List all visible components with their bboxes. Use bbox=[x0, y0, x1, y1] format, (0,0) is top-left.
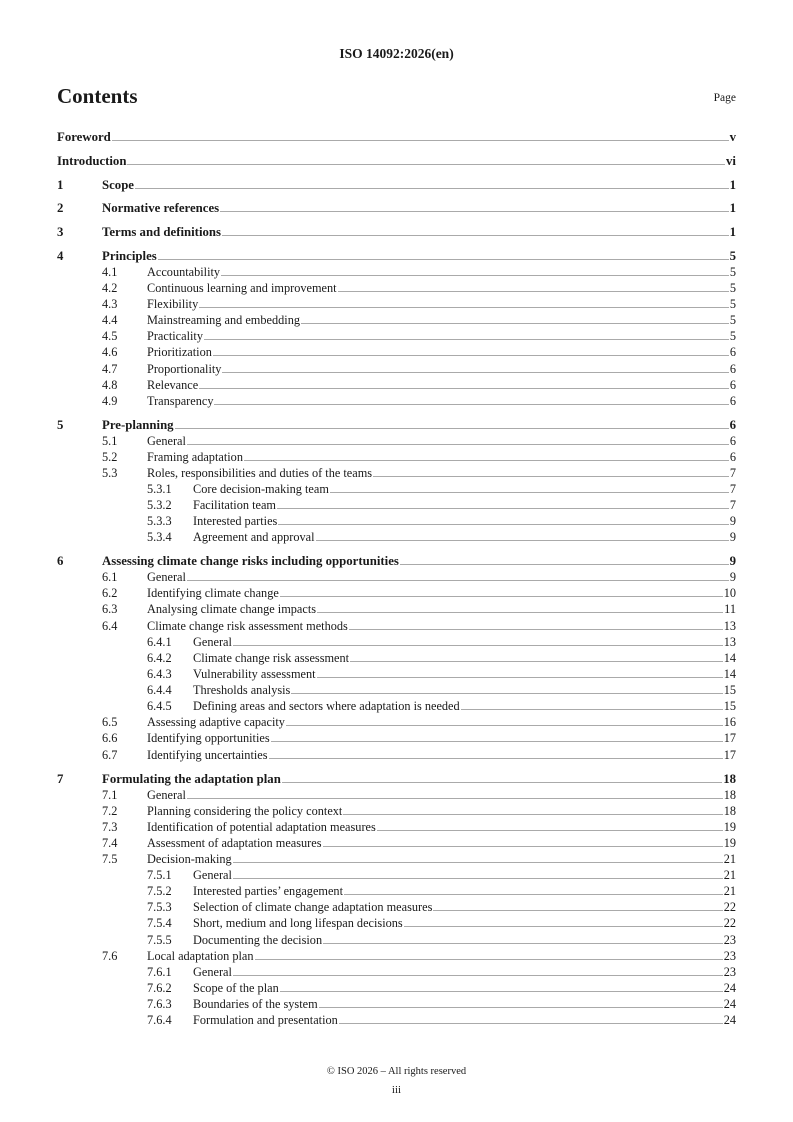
dot-leader bbox=[349, 629, 723, 630]
toc-entry-page: 17 bbox=[723, 731, 736, 745]
toc-entry-number: 6.7 bbox=[102, 748, 118, 762]
toc-entry-number: 5.2 bbox=[102, 450, 118, 464]
toc-entry-title[interactable]: Analysing climate change impacts bbox=[147, 602, 317, 616]
toc-entry-title[interactable]: Principles bbox=[102, 249, 157, 263]
toc-entry[interactable] bbox=[57, 787, 736, 803]
toc-entry-number: 7 bbox=[57, 772, 64, 786]
toc-entry-title[interactable]: Documenting the decision bbox=[193, 933, 323, 947]
toc-entry-number: 4.4 bbox=[102, 313, 118, 327]
dot-leader bbox=[286, 725, 723, 726]
toc-entry-title[interactable]: Roles, responsibilities and duties of the teams bbox=[147, 466, 373, 480]
toc-entry-number: 6.4.5 bbox=[147, 699, 172, 713]
toc-entry-number: 7.5.3 bbox=[147, 900, 172, 914]
toc-entry[interactable] bbox=[57, 883, 736, 899]
dot-leader bbox=[213, 355, 729, 356]
toc-entry-page: 9 bbox=[729, 530, 736, 544]
toc-entry-page: 21 bbox=[723, 884, 736, 898]
toc-entry-page: 13 bbox=[723, 619, 736, 633]
toc-entry-title[interactable]: General bbox=[193, 965, 232, 979]
dot-leader bbox=[350, 661, 723, 662]
dot-leader bbox=[222, 235, 729, 236]
toc-entry-page: vi bbox=[726, 154, 736, 168]
toc-entry[interactable] bbox=[57, 497, 736, 513]
toc-entry-page: 6 bbox=[729, 434, 736, 448]
toc-entry-page: 22 bbox=[723, 916, 736, 930]
toc-entry[interactable] bbox=[57, 481, 736, 497]
toc-entry-title[interactable]: Mainstreaming and embedding bbox=[147, 313, 300, 327]
toc-entry-page: 13 bbox=[723, 635, 736, 649]
toc-entry-page: 18 bbox=[723, 804, 736, 818]
toc-entry[interactable] bbox=[57, 634, 736, 650]
dot-leader bbox=[222, 372, 728, 373]
toc-entry-number: 4.5 bbox=[102, 329, 118, 343]
toc-entry-number: 4.2 bbox=[102, 281, 118, 295]
toc-entry[interactable] bbox=[57, 698, 736, 714]
toc-entry-number: 7.6.3 bbox=[147, 997, 172, 1011]
toc-entry-page: 1 bbox=[729, 225, 736, 239]
toc-entry-page: v bbox=[729, 130, 736, 144]
toc-entry-number: 7.6 bbox=[102, 949, 118, 963]
toc-entry-title[interactable]: Boundaries of the system bbox=[193, 997, 318, 1011]
toc-entry-number: 7.6.2 bbox=[147, 981, 172, 995]
toc-entry-page: 23 bbox=[723, 949, 736, 963]
toc-entry-page: 14 bbox=[723, 651, 736, 665]
toc-entry-page: 7 bbox=[729, 466, 736, 480]
dot-leader bbox=[214, 404, 728, 405]
toc-entry-title[interactable]: Vulnerability assessment bbox=[193, 667, 316, 681]
toc-entry-title[interactable]: Pre-planning bbox=[102, 418, 174, 432]
toc-entry[interactable] bbox=[57, 553, 736, 569]
dot-leader bbox=[233, 645, 723, 646]
toc-entry[interactable] bbox=[57, 585, 736, 601]
dot-leader bbox=[199, 307, 729, 308]
toc-entry-title[interactable]: Selection of climate change adaptation measures bbox=[193, 900, 433, 914]
toc-entry-number: 6.6 bbox=[102, 731, 118, 745]
toc-entry-page: 15 bbox=[723, 699, 736, 713]
toc-entry[interactable] bbox=[57, 803, 736, 819]
toc-entry-page: 6 bbox=[729, 378, 736, 392]
toc-entry-title[interactable]: Assessing climate change risks including opportunities bbox=[102, 554, 399, 568]
toc-entry-page: 6 bbox=[729, 394, 736, 408]
toc-entry-title[interactable]: Climate change risk assessment methods bbox=[147, 619, 348, 633]
toc-entry-title[interactable]: Decision-making bbox=[147, 852, 232, 866]
dot-leader bbox=[244, 460, 729, 461]
toc-entry-page: 22 bbox=[723, 900, 736, 914]
toc-entry[interactable] bbox=[57, 650, 736, 666]
toc-entry-number: 5 bbox=[57, 418, 64, 432]
toc-entry-number: 7.1 bbox=[102, 788, 118, 802]
toc-entry-title[interactable]: Relevance bbox=[147, 378, 199, 392]
toc-entry-number: 6.4.2 bbox=[147, 651, 172, 665]
toc-entry-number: 4.9 bbox=[102, 394, 118, 408]
dot-leader bbox=[135, 188, 729, 189]
toc-entry-page: 6 bbox=[729, 362, 736, 376]
toc-entry-number: 6.4.1 bbox=[147, 635, 172, 649]
toc-entry-page: 7 bbox=[729, 482, 736, 496]
contents-heading: Contents bbox=[57, 84, 138, 108]
dot-leader bbox=[330, 492, 729, 493]
toc-entry-number: 5.1 bbox=[102, 434, 118, 448]
toc-entry[interactable] bbox=[57, 224, 736, 240]
toc-entry[interactable] bbox=[57, 851, 736, 867]
toc-entry-page: 1 bbox=[729, 201, 736, 215]
toc-entry-number: 6.2 bbox=[102, 586, 118, 600]
toc-entry-page: 5 bbox=[729, 281, 736, 295]
toc-entry-page: 9 bbox=[729, 554, 736, 568]
toc-entry-page: 21 bbox=[723, 852, 736, 866]
toc-entry[interactable] bbox=[57, 915, 736, 931]
toc-entry[interactable] bbox=[57, 948, 736, 964]
toc-entry-title[interactable]: Agreement and approval bbox=[193, 530, 315, 544]
toc-entry-title[interactable]: Normative references bbox=[102, 201, 220, 215]
toc-entry-number: 5.3.3 bbox=[147, 514, 172, 528]
dot-leader bbox=[316, 540, 729, 541]
toc-entry[interactable] bbox=[57, 296, 736, 312]
toc-entry[interactable] bbox=[57, 280, 736, 296]
dot-leader bbox=[277, 508, 729, 509]
dot-leader bbox=[199, 388, 729, 389]
toc-entry-title[interactable]: General bbox=[193, 868, 232, 882]
dot-leader bbox=[255, 959, 723, 960]
toc-entry-number: 1 bbox=[57, 178, 64, 192]
dot-leader bbox=[291, 693, 722, 694]
toc-entry-number: 7.3 bbox=[102, 820, 118, 834]
toc-entry-title[interactable]: Continuous learning and improvement bbox=[147, 281, 337, 295]
toc-entry-number: 5.3.2 bbox=[147, 498, 172, 512]
toc-entry-page: 1 bbox=[729, 178, 736, 192]
toc-entry-title[interactable]: General bbox=[193, 635, 232, 649]
dot-leader bbox=[323, 943, 723, 944]
toc-entry-title[interactable]: Identification of potential adaptation measures bbox=[147, 820, 376, 834]
toc-entry-page: 6 bbox=[729, 450, 736, 464]
toc-entry-page: 14 bbox=[723, 667, 736, 681]
toc-entry-title[interactable]: Assessing adaptive capacity bbox=[147, 715, 285, 729]
toc-entry[interactable] bbox=[57, 964, 736, 980]
toc-entry-title[interactable]: Flexibility bbox=[147, 297, 199, 311]
toc-entry-title[interactable]: General bbox=[147, 788, 186, 802]
toc-entry-number: 7.5.1 bbox=[147, 868, 172, 882]
toc-entry-title[interactable]: Accountability bbox=[147, 265, 221, 279]
toc-entry-title[interactable]: Terms and definitions bbox=[102, 225, 221, 239]
toc-entry[interactable] bbox=[57, 129, 736, 145]
dot-leader bbox=[338, 291, 729, 292]
toc-entry-number: 6.1 bbox=[102, 570, 118, 584]
toc-entry-title[interactable]: Prioritization bbox=[147, 345, 212, 359]
toc-entry-number: 3 bbox=[57, 225, 64, 239]
toc-entry-page: 5 bbox=[729, 313, 736, 327]
toc-entry[interactable] bbox=[57, 996, 736, 1012]
toc-entry-page: 19 bbox=[723, 820, 736, 834]
toc-entry-title[interactable]: Identifying climate change bbox=[147, 586, 279, 600]
toc-entry-number: 6 bbox=[57, 554, 64, 568]
toc-entry[interactable] bbox=[57, 417, 736, 433]
dot-leader bbox=[404, 926, 723, 927]
toc-entry-title[interactable]: Transparency bbox=[147, 394, 214, 408]
toc-entry-number: 7.5.4 bbox=[147, 916, 172, 930]
toc-entry-title[interactable]: General bbox=[147, 434, 186, 448]
dot-leader bbox=[271, 741, 723, 742]
toc-entry-title[interactable]: Local adaptation plan bbox=[147, 949, 254, 963]
toc-entry-page: 17 bbox=[723, 748, 736, 762]
toc-entry-number: 7.5.2 bbox=[147, 884, 172, 898]
toc-entry-page: 23 bbox=[723, 965, 736, 979]
toc-entry-page: 18 bbox=[723, 788, 736, 802]
dot-leader bbox=[282, 782, 722, 783]
toc-entry-number: 6.3 bbox=[102, 602, 118, 616]
toc-entry-number: 6.4 bbox=[102, 619, 118, 633]
toc-entry-page: 9 bbox=[729, 570, 736, 584]
toc-entry-number: 7.6.4 bbox=[147, 1013, 172, 1027]
toc-entry-title[interactable]: General bbox=[147, 570, 186, 584]
toc-entry[interactable] bbox=[57, 177, 736, 193]
toc-entry-number: 5.3.4 bbox=[147, 530, 172, 544]
toc-entry-number: 4.3 bbox=[102, 297, 118, 311]
toc-entry[interactable] bbox=[57, 747, 736, 763]
toc-entry[interactable] bbox=[57, 433, 736, 449]
toc-entry-number: 4.1 bbox=[102, 265, 118, 279]
toc-entry-number: 5.3 bbox=[102, 466, 118, 480]
toc-entry[interactable] bbox=[57, 932, 736, 948]
toc-entry[interactable] bbox=[57, 867, 736, 883]
toc-entry-page: 15 bbox=[723, 683, 736, 697]
dot-leader bbox=[461, 709, 723, 710]
dot-leader bbox=[233, 878, 723, 879]
toc-entry-title[interactable]: Defining areas and sectors where adaptation is needed bbox=[193, 699, 460, 713]
dot-leader bbox=[280, 991, 723, 992]
dot-leader bbox=[187, 580, 729, 581]
toc-entry[interactable] bbox=[57, 344, 736, 360]
toc-entry-page: 24 bbox=[723, 997, 736, 1011]
toc-entry[interactable] bbox=[57, 601, 736, 617]
toc-entry-number: 6.4.3 bbox=[147, 667, 172, 681]
toc-entry[interactable] bbox=[57, 714, 736, 730]
dot-leader bbox=[112, 140, 729, 141]
toc-entry-title[interactable]: Thresholds analysis bbox=[193, 683, 291, 697]
dot-leader bbox=[233, 975, 723, 976]
toc-entry-number: 6.5 bbox=[102, 715, 118, 729]
dot-leader bbox=[233, 862, 723, 863]
toc-entry[interactable] bbox=[57, 618, 736, 634]
toc-entry-number: 4.8 bbox=[102, 378, 118, 392]
toc-entry-number: 7.2 bbox=[102, 804, 118, 818]
document-identifier: ISO 14092:2026(en) bbox=[339, 46, 454, 61]
toc-entry-title[interactable]: Practicality bbox=[147, 329, 203, 343]
dot-leader bbox=[301, 323, 729, 324]
toc-entry[interactable] bbox=[57, 312, 736, 328]
toc-entry-title[interactable]: Scope of the plan bbox=[193, 981, 279, 995]
toc-entry[interactable] bbox=[57, 666, 736, 682]
dot-leader bbox=[269, 758, 723, 759]
dot-leader bbox=[373, 476, 729, 477]
toc-entry-page: 5 bbox=[729, 297, 736, 311]
dot-leader bbox=[187, 798, 723, 799]
dot-leader bbox=[323, 846, 723, 847]
toc-entry-page: 7 bbox=[729, 498, 736, 512]
toc-entry-number: 7.5.5 bbox=[147, 933, 172, 947]
toc-entry-number: 4 bbox=[57, 249, 64, 263]
dot-leader bbox=[278, 524, 729, 525]
toc-entry-page: 24 bbox=[723, 1013, 736, 1027]
toc-entry-title[interactable]: Framing adaptation bbox=[147, 450, 243, 464]
dot-leader bbox=[221, 275, 729, 276]
toc-entry-page: 6 bbox=[729, 418, 736, 432]
toc-entry-title[interactable]: Identifying opportunities bbox=[147, 731, 270, 745]
toc-entry-number: 2 bbox=[57, 201, 64, 215]
dot-leader bbox=[127, 164, 725, 165]
toc-entry[interactable] bbox=[57, 835, 736, 851]
toc-entry-page: 19 bbox=[723, 836, 736, 850]
toc-entry-page: 23 bbox=[723, 933, 736, 947]
toc-entry-page: 9 bbox=[729, 514, 736, 528]
dot-leader bbox=[187, 444, 729, 445]
toc-entry-number: 7.4 bbox=[102, 836, 118, 850]
toc-entry-page: 21 bbox=[723, 868, 736, 882]
dot-leader bbox=[433, 910, 722, 911]
toc-entry-title[interactable]: Core decision-making team bbox=[193, 482, 329, 496]
toc-entry-title[interactable]: Identifying uncertainties bbox=[147, 748, 268, 762]
dot-leader bbox=[220, 211, 728, 212]
toc-entry[interactable] bbox=[57, 730, 736, 746]
toc-entry[interactable] bbox=[57, 153, 736, 169]
copyright-notice: © ISO 2026 – All rights reserved bbox=[326, 1066, 467, 1077]
dot-leader bbox=[400, 564, 729, 565]
dot-leader bbox=[317, 612, 723, 613]
toc-entry-title[interactable]: Assessment of adaptation measures bbox=[147, 836, 322, 850]
toc-entry-number: 4.7 bbox=[102, 362, 118, 376]
toc-entry-title[interactable]: Proportionality bbox=[147, 362, 222, 376]
toc-entry-page: 11 bbox=[724, 602, 736, 616]
dot-leader bbox=[204, 339, 729, 340]
toc-entry-title[interactable]: Formulating the adaptation plan bbox=[102, 772, 281, 786]
toc-entry[interactable] bbox=[57, 771, 736, 787]
dot-leader bbox=[317, 677, 723, 678]
toc-entry-page: 5 bbox=[729, 329, 736, 343]
toc-entry-title[interactable]: Interested parties’ engagement bbox=[193, 884, 343, 898]
dot-leader bbox=[175, 428, 729, 429]
toc-entry-number: 6.4.4 bbox=[147, 683, 172, 697]
toc-entry-title[interactable]: Facilitation team bbox=[193, 498, 276, 512]
page-number: iii bbox=[391, 1084, 402, 1096]
dot-leader bbox=[344, 894, 723, 895]
toc-entry[interactable] bbox=[57, 513, 736, 529]
page-column-label: Page bbox=[713, 92, 736, 104]
dot-leader bbox=[377, 830, 723, 831]
toc-entry[interactable] bbox=[57, 529, 736, 545]
toc-entry[interactable] bbox=[57, 328, 736, 344]
toc-entry[interactable] bbox=[57, 819, 736, 835]
toc-entry[interactable] bbox=[57, 1012, 736, 1028]
toc-entry[interactable] bbox=[57, 980, 736, 996]
toc-entry[interactable] bbox=[57, 248, 736, 264]
toc-entry[interactable] bbox=[57, 449, 736, 465]
toc-entry-title[interactable]: Formulation and presentation bbox=[193, 1013, 338, 1027]
toc-entry-number: 7.6.1 bbox=[147, 965, 172, 979]
toc-entry[interactable] bbox=[57, 393, 736, 409]
dot-leader bbox=[339, 1023, 723, 1024]
toc-entry[interactable] bbox=[57, 465, 736, 481]
toc-entry-page: 5 bbox=[729, 265, 736, 279]
dot-leader bbox=[343, 814, 722, 815]
toc-entry[interactable] bbox=[57, 264, 736, 280]
toc-entry[interactable] bbox=[57, 377, 736, 393]
toc-entry[interactable] bbox=[57, 569, 736, 585]
toc-entry-title[interactable]: Introduction bbox=[57, 154, 127, 168]
toc-entry-page: 24 bbox=[723, 981, 736, 995]
toc-entry-page: 5 bbox=[729, 249, 736, 263]
toc-entry-page: 6 bbox=[729, 345, 736, 359]
toc-entry[interactable] bbox=[57, 899, 736, 915]
toc-entry-title[interactable]: Foreword bbox=[57, 130, 111, 144]
toc-entry-page: 16 bbox=[723, 715, 736, 729]
toc-entry-number: 4.6 bbox=[102, 345, 118, 359]
toc-entry[interactable] bbox=[57, 682, 736, 698]
dot-leader bbox=[319, 1007, 723, 1008]
dot-leader bbox=[158, 259, 729, 260]
toc-entry[interactable] bbox=[57, 200, 736, 216]
toc-entry-number: 5.3.1 bbox=[147, 482, 172, 496]
toc-entry-title[interactable]: Planning considering the policy context bbox=[147, 804, 343, 818]
toc-entry-page: 18 bbox=[723, 772, 736, 786]
dot-leader bbox=[280, 596, 723, 597]
toc-entry-title[interactable]: Short, medium and long lifespan decisions bbox=[193, 916, 403, 930]
toc-entry-number: 7.5 bbox=[102, 852, 118, 866]
toc-entry-title[interactable]: Climate change risk assessment bbox=[193, 651, 350, 665]
toc-entry-title[interactable]: Interested parties bbox=[193, 514, 278, 528]
toc-entry-page: 10 bbox=[723, 586, 736, 600]
toc-entry-title[interactable]: Scope bbox=[102, 178, 134, 192]
toc-entry[interactable] bbox=[57, 361, 736, 377]
